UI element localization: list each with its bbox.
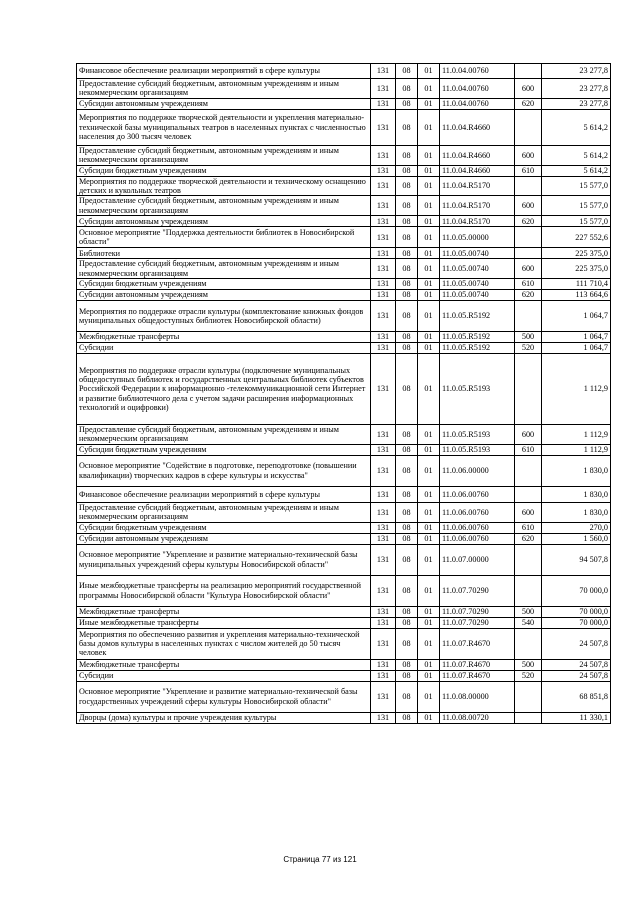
table-row [77,176,611,196]
amount-cell: 1 560,0 [542,533,611,544]
subsection-code-cell: 01 [418,444,440,455]
expense-type-code-cell: 620 [515,98,542,109]
item-name-cell: Межбюджетные трансферты [77,332,371,343]
subsection-code-cell: 01 [418,670,440,681]
subsection-code-cell: 01 [418,79,440,99]
section-code-cell: 08 [396,343,418,354]
subsection-code-cell: 01 [418,109,440,145]
subsection-code-cell: 01 [418,301,440,332]
target-article-code-cell: 11.0.05.R5192 [440,332,515,343]
target-article-code-cell: 11.0.06.00760 [440,522,515,533]
item-name-cell: Финансовое обеспечение реализации мероприятий в сфере культуры [77,486,371,502]
section-code-cell: 08 [396,290,418,301]
table-row [77,259,611,279]
target-article-code-cell: 11.0.05.00740 [440,248,515,259]
subsection-code-cell: 01 [418,502,440,522]
item-name-cell: Субсидии бюджетным учреждениям [77,279,371,290]
item-name-cell: Субсидии бюджетным учреждениям [77,165,371,176]
item-name-cell: Основное мероприятие "Поддержка деятельности библиотек в Новосибирской области" [77,227,371,248]
section-code-cell: 08 [396,259,418,279]
target-article-code-cell: 11.0.04.R5170 [440,216,515,227]
amount-cell: 270,0 [542,522,611,533]
ministry-code-cell: 131 [371,522,396,533]
item-name-cell: Субсидии бюджетным учреждениям [77,444,371,455]
amount-cell: 5 614,2 [542,165,611,176]
target-article-code-cell: 11.0.04.00760 [440,79,515,99]
budget-table [76,63,611,724]
expense-type-code-cell: 600 [515,259,542,279]
ministry-code-cell: 131 [371,486,396,502]
expense-type-code-cell: 620 [515,290,542,301]
expense-type-code-cell [515,712,542,723]
section-code-cell: 08 [396,301,418,332]
subsection-code-cell: 01 [418,64,440,79]
target-article-code-cell: 11.0.07.R4670 [440,628,515,659]
item-name-cell: Иные межбюджетные трансферты [77,617,371,628]
item-name-cell: Мероприятия по обеспечению развития и укрепления материально-технической базы домов культуры в населенных пунктах с числом жителей до 50 тысяч человек [77,628,371,659]
subsection-code-cell: 01 [418,544,440,575]
item-name-cell: Основное мероприятие "Укрепление и развитие материально-технической базы государственных учреждений сферы культуры Новосибирской области" [77,681,371,712]
item-name-cell: Субсидии автономным учреждениям [77,290,371,301]
section-code-cell: 08 [396,544,418,575]
expense-type-code-cell: 600 [515,79,542,99]
ministry-code-cell: 131 [371,216,396,227]
target-article-code-cell: 11.0.07.70290 [440,575,515,606]
subsection-code-cell: 01 [418,606,440,617]
target-article-code-cell: 11.0.04.R4660 [440,109,515,145]
section-code-cell: 08 [396,196,418,216]
subsection-code-cell: 01 [418,165,440,176]
table-row [77,444,611,455]
ministry-code-cell: 131 [371,290,396,301]
section-code-cell: 08 [396,617,418,628]
amount-cell: 23 277,8 [542,98,611,109]
ministry-code-cell: 131 [371,544,396,575]
ministry-code-cell: 131 [371,145,396,165]
section-code-cell: 08 [396,176,418,196]
expense-type-code-cell [515,109,542,145]
ministry-code-cell: 131 [371,712,396,723]
ministry-code-cell: 131 [371,248,396,259]
expense-type-code-cell [515,248,542,259]
item-name-cell: Мероприятия по поддержке отрасли культуры (комплектование книжных фондов муниципальных общедоступных библиотек Новосибирской области) [77,301,371,332]
ministry-code-cell: 131 [371,343,396,354]
section-code-cell: 08 [396,109,418,145]
page-footer [0,855,640,864]
table-row [77,425,611,445]
expense-type-code-cell [515,628,542,659]
target-article-code-cell: 11.0.06.00760 [440,533,515,544]
expense-type-code-cell: 520 [515,670,542,681]
ministry-code-cell: 131 [371,617,396,628]
amount-cell: 23 277,8 [542,64,611,79]
item-name-cell: Мероприятия по поддержке творческой деятельности и укрепления материально-технической базы муниципальных театров в населенных пунктах с численностью населения до 300 тысяч человек [77,109,371,145]
section-code-cell: 08 [396,670,418,681]
amount-cell: 1 830,0 [542,455,611,486]
target-article-code-cell: 11.0.04.R4660 [440,145,515,165]
target-article-code-cell: 11.0.07.R4670 [440,670,515,681]
expense-type-code-cell: 540 [515,617,542,628]
subsection-code-cell: 01 [418,248,440,259]
ministry-code-cell: 131 [371,502,396,522]
item-name-cell: Предоставление субсидий бюджетным, автономным учреждениям и иным некоммерческим организациям [77,196,371,216]
expense-type-code-cell: 600 [515,145,542,165]
section-code-cell: 08 [396,64,418,79]
target-article-code-cell: 11.0.05.00740 [440,279,515,290]
target-article-code-cell: 11.0.05.R5192 [440,343,515,354]
section-code-cell: 08 [396,444,418,455]
expense-type-code-cell: 610 [515,522,542,533]
expense-type-code-cell: 600 [515,425,542,445]
subsection-code-cell: 01 [418,659,440,670]
item-name-cell: Мероприятия по поддержке творческой деятельности и техническому оснащению детских и кукольных театров [77,176,371,196]
target-article-code-cell: 11.0.04.R4660 [440,165,515,176]
section-code-cell: 08 [396,216,418,227]
subsection-code-cell: 01 [418,455,440,486]
section-code-cell: 08 [396,502,418,522]
table-row [77,575,611,606]
ministry-code-cell: 131 [371,332,396,343]
amount-cell: 15 577,0 [542,176,611,196]
subsection-code-cell: 01 [418,176,440,196]
subsection-code-cell: 01 [418,343,440,354]
table-row [77,343,611,354]
expense-type-code-cell: 500 [515,659,542,670]
table-row [77,486,611,502]
target-article-code-cell: 11.0.08.00000 [440,681,515,712]
table-row [77,455,611,486]
item-name-cell: Финансовое обеспечение реализации мероприятий в сфере культуры [77,64,371,79]
target-article-code-cell: 11.0.08.00720 [440,712,515,723]
table-row [77,533,611,544]
section-code-cell: 08 [396,165,418,176]
target-article-code-cell: 11.0.04.R5170 [440,176,515,196]
amount-cell: 227 552,6 [542,227,611,248]
ministry-code-cell: 131 [371,227,396,248]
ministry-code-cell: 131 [371,533,396,544]
section-code-cell: 08 [396,575,418,606]
expense-type-code-cell [515,176,542,196]
table-row [77,79,611,99]
item-name-cell: Субсидии автономным учреждениям [77,98,371,109]
amount-cell: 1 112,9 [542,444,611,455]
table-row [77,248,611,259]
amount-cell: 24 507,8 [542,670,611,681]
target-article-code-cell: 11.0.07.70290 [440,617,515,628]
subsection-code-cell: 01 [418,332,440,343]
target-article-code-cell: 11.0.05.R5192 [440,301,515,332]
target-article-code-cell: 11.0.06.00000 [440,455,515,486]
target-article-code-cell: 11.0.06.00760 [440,502,515,522]
section-code-cell: 08 [396,279,418,290]
subsection-code-cell: 01 [418,425,440,445]
target-article-code-cell: 11.0.05.R5193 [440,425,515,445]
ministry-code-cell: 131 [371,109,396,145]
table-row [77,227,611,248]
item-name-cell: Библиотеки [77,248,371,259]
table-row [77,712,611,723]
subsection-code-cell: 01 [418,712,440,723]
item-name-cell: Межбюджетные трансферты [77,606,371,617]
section-code-cell: 08 [396,659,418,670]
table-row [77,544,611,575]
table-row [77,165,611,176]
subsection-code-cell: 01 [418,628,440,659]
subsection-code-cell: 01 [418,575,440,606]
table-row [77,522,611,533]
section-code-cell: 08 [396,681,418,712]
subsection-code-cell: 01 [418,290,440,301]
subsection-code-cell: 01 [418,98,440,109]
page-number-label: Страница 77 из 121 [283,855,357,864]
item-name-cell: Субсидии автономным учреждениям [77,533,371,544]
amount-cell: 5 614,2 [542,109,611,145]
amount-cell: 1 112,9 [542,425,611,445]
amount-cell: 1 112,9 [542,354,611,425]
subsection-code-cell: 01 [418,196,440,216]
table-row [77,109,611,145]
ministry-code-cell: 131 [371,279,396,290]
ministry-code-cell: 131 [371,444,396,455]
expense-type-code-cell [515,301,542,332]
ministry-code-cell: 131 [371,575,396,606]
ministry-code-cell: 131 [371,301,396,332]
expense-type-code-cell: 610 [515,165,542,176]
subsection-code-cell: 01 [418,227,440,248]
ministry-code-cell: 131 [371,670,396,681]
item-name-cell: Субсидии [77,670,371,681]
target-article-code-cell: 11.0.06.00760 [440,486,515,502]
amount-cell: 24 507,8 [542,659,611,670]
subsection-code-cell: 01 [418,486,440,502]
ministry-code-cell: 131 [371,98,396,109]
section-code-cell: 08 [396,145,418,165]
ministry-code-cell: 131 [371,165,396,176]
subsection-code-cell: 01 [418,216,440,227]
item-name-cell: Иные межбюджетные трансферты на реализацию мероприятий государственной программы Новосибирской области "Культура Новосибирской области" [77,575,371,606]
amount-cell: 15 577,0 [542,196,611,216]
expense-type-code-cell: 520 [515,343,542,354]
item-name-cell: Основное мероприятие "Укрепление и развитие материально-технической базы муниципальных учреждений сферы культуры Новосибирской области" [77,544,371,575]
item-name-cell: Предоставление субсидий бюджетным, автономным учреждениям и иным некоммерческим организациям [77,502,371,522]
amount-cell: 70 000,0 [542,575,611,606]
expense-type-code-cell [515,681,542,712]
expense-type-code-cell: 500 [515,332,542,343]
item-name-cell: Предоставление субсидий бюджетным, автономным учреждениям и иным некоммерческим организациям [77,259,371,279]
target-article-code-cell: 11.0.04.00760 [440,64,515,79]
ministry-code-cell: 131 [371,259,396,279]
target-article-code-cell: 11.0.07.R4670 [440,659,515,670]
table-row [77,502,611,522]
expense-type-code-cell [515,227,542,248]
item-name-cell: Субсидии бюджетным учреждениям [77,522,371,533]
subsection-code-cell: 01 [418,259,440,279]
table-row [77,670,611,681]
table-row [77,332,611,343]
ministry-code-cell: 131 [371,455,396,486]
amount-cell: 1 064,7 [542,332,611,343]
table-row [77,279,611,290]
target-article-code-cell: 11.0.05.00740 [440,259,515,279]
table-row [77,196,611,216]
subsection-code-cell: 01 [418,354,440,425]
ministry-code-cell: 131 [371,606,396,617]
amount-cell: 111 710,4 [542,279,611,290]
expense-type-code-cell [515,486,542,502]
target-article-code-cell: 11.0.07.00000 [440,544,515,575]
table-row [77,681,611,712]
amount-cell: 24 507,8 [542,628,611,659]
item-name-cell: Субсидии автономным учреждениям [77,216,371,227]
amount-cell: 11 330,1 [542,712,611,723]
ministry-code-cell: 131 [371,354,396,425]
table-row [77,98,611,109]
amount-cell: 23 277,8 [542,79,611,99]
expense-type-code-cell: 620 [515,533,542,544]
section-code-cell: 08 [396,98,418,109]
table-row [77,290,611,301]
amount-cell: 70 000,0 [542,606,611,617]
expense-type-code-cell: 610 [515,444,542,455]
table-row [77,606,611,617]
expense-type-code-cell [515,64,542,79]
amount-cell: 68 851,8 [542,681,611,712]
amount-cell: 225 375,0 [542,259,611,279]
section-code-cell: 08 [396,522,418,533]
expense-type-code-cell [515,354,542,425]
target-article-code-cell: 11.0.07.70290 [440,606,515,617]
section-code-cell: 08 [396,628,418,659]
target-article-code-cell: 11.0.05.R5193 [440,444,515,455]
budget-document [76,63,610,724]
section-code-cell: 08 [396,354,418,425]
subsection-code-cell: 01 [418,681,440,712]
ministry-code-cell: 131 [371,681,396,712]
section-code-cell: 08 [396,425,418,445]
subsection-code-cell: 01 [418,533,440,544]
target-article-code-cell: 11.0.05.00740 [440,290,515,301]
amount-cell: 1 064,7 [542,301,611,332]
section-code-cell: 08 [396,486,418,502]
item-name-cell: Предоставление субсидий бюджетным, автономным учреждениям и иным некоммерческим организациям [77,425,371,445]
item-name-cell: Предоставление субсидий бюджетным, автономным учреждениям и иным некоммерческим организациям [77,79,371,99]
item-name-cell: Дворцы (дома) культуры и прочие учреждения культуры [77,712,371,723]
ministry-code-cell: 131 [371,196,396,216]
amount-cell: 113 664,6 [542,290,611,301]
item-name-cell: Субсидии [77,343,371,354]
section-code-cell: 08 [396,712,418,723]
expense-type-code-cell: 600 [515,502,542,522]
table-row [77,628,611,659]
amount-cell: 1 830,0 [542,502,611,522]
subsection-code-cell: 01 [418,522,440,533]
amount-cell: 5 614,2 [542,145,611,165]
expense-type-code-cell [515,544,542,575]
table-row [77,617,611,628]
amount-cell: 1 830,0 [542,486,611,502]
target-article-code-cell: 11.0.05.00000 [440,227,515,248]
expense-type-code-cell [515,455,542,486]
ministry-code-cell: 131 [371,659,396,670]
amount-cell: 70 000,0 [542,617,611,628]
item-name-cell: Предоставление субсидий бюджетным, автономным учреждениям и иным некоммерческим организациям [77,145,371,165]
item-name-cell: Мероприятия по поддержке отрасли культуры (подключение муниципальных общедоступных библиотек и государственных центральных библиотек субъектов Российской Федерации к информационно -телекоммуникационной сети Интернет и развитие библиотечного дела с учетом задачи расширения информационных технологий и оцифровки) [77,354,371,425]
table-row [77,354,611,425]
target-article-code-cell: 11.0.04.00760 [440,98,515,109]
target-article-code-cell: 11.0.05.R5193 [440,354,515,425]
table-row [77,216,611,227]
item-name-cell: Основное мероприятие "Содействие в подготовке, переподготовке (повышении квалификации) творческих кадров в сфере культуры и искусства" [77,455,371,486]
ministry-code-cell: 131 [371,64,396,79]
expense-type-code-cell: 620 [515,216,542,227]
section-code-cell: 08 [396,332,418,343]
ministry-code-cell: 131 [371,425,396,445]
subsection-code-cell: 01 [418,145,440,165]
amount-cell: 225 375,0 [542,248,611,259]
section-code-cell: 08 [396,606,418,617]
section-code-cell: 08 [396,455,418,486]
target-article-code-cell: 11.0.04.R5170 [440,196,515,216]
expense-type-code-cell: 500 [515,606,542,617]
section-code-cell: 08 [396,533,418,544]
subsection-code-cell: 01 [418,279,440,290]
amount-cell: 94 507,8 [542,544,611,575]
ministry-code-cell: 131 [371,176,396,196]
table-row [77,145,611,165]
section-code-cell: 08 [396,227,418,248]
section-code-cell: 08 [396,248,418,259]
amount-cell: 15 577,0 [542,216,611,227]
table-row [77,64,611,79]
ministry-code-cell: 131 [371,628,396,659]
section-code-cell: 08 [396,79,418,99]
expense-type-code-cell: 610 [515,279,542,290]
amount-cell: 1 064,7 [542,343,611,354]
ministry-code-cell: 131 [371,79,396,99]
expense-type-code-cell [515,575,542,606]
table-row [77,659,611,670]
table-row [77,301,611,332]
item-name-cell: Межбюджетные трансферты [77,659,371,670]
subsection-code-cell: 01 [418,617,440,628]
expense-type-code-cell: 600 [515,196,542,216]
